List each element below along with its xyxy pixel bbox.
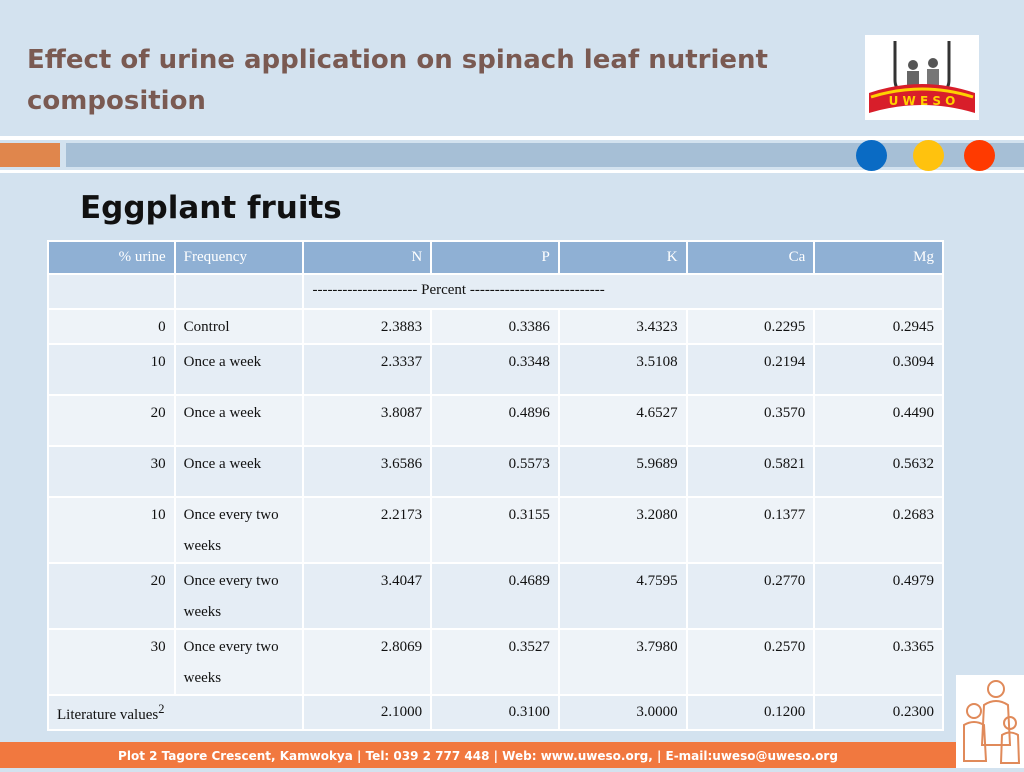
percent-unit-label: --------------------- Percent --------------------------- xyxy=(303,274,943,309)
cell-k: 3.7980 xyxy=(559,629,687,695)
cell-p: 0.3527 xyxy=(431,629,559,695)
table-row xyxy=(48,309,943,344)
cell-urine: 30 xyxy=(48,629,175,695)
cell-urine: 20 xyxy=(48,395,175,446)
unit-empty-cell xyxy=(48,274,175,309)
unit-empty-cell xyxy=(175,274,304,309)
uweso-logo-graphic xyxy=(865,35,979,120)
table-row xyxy=(48,446,943,497)
header-n: N xyxy=(303,241,431,274)
cell-k: 3.5108 xyxy=(559,344,687,395)
cell-p: 0.4689 xyxy=(431,563,559,629)
table-row xyxy=(48,497,943,563)
cell-mg: 0.3365 xyxy=(814,629,943,695)
literature-footnote: 2 xyxy=(158,701,165,716)
cell-frequency: Once a week xyxy=(175,446,304,497)
cell-p: 0.3386 xyxy=(431,309,559,344)
cell-ca: 0.2194 xyxy=(687,344,815,395)
header-k: K xyxy=(559,241,687,274)
section-subtitle: Eggplant fruits xyxy=(80,190,342,226)
table-row xyxy=(48,344,943,395)
unit-row xyxy=(48,274,943,309)
header-p: P xyxy=(431,241,559,274)
cell-mg: 0.2300 xyxy=(814,695,943,730)
table-row xyxy=(48,563,943,629)
logo-text: U W E S O xyxy=(888,94,956,108)
cell-n: 3.8087 xyxy=(303,395,431,446)
literature-label: Literature values xyxy=(57,706,159,723)
family-illustration xyxy=(956,675,1024,768)
cell-ca: 0.2770 xyxy=(687,563,815,629)
cell-mg: 0.5632 xyxy=(814,446,943,497)
slide-title: Effect of urine application on spinach leaf nutrient composition xyxy=(27,45,768,116)
cell-ca: 0.1200 xyxy=(687,695,815,730)
cell-n: 2.1000 xyxy=(303,695,431,730)
yellow-dot xyxy=(913,140,944,171)
cell-frequency: Once every two weeks xyxy=(175,563,304,629)
header-urine: % urine xyxy=(48,241,175,274)
cell-n: 2.8069 xyxy=(303,629,431,695)
cell-frequency: Once every two weeks xyxy=(175,629,304,695)
header-ca: Ca xyxy=(687,241,815,274)
red-dot xyxy=(964,140,995,171)
cell-n: 3.6586 xyxy=(303,446,431,497)
nutrient-table xyxy=(47,240,944,731)
table-row xyxy=(48,395,943,446)
cell-ca: 0.2570 xyxy=(687,629,815,695)
header-mg: Mg xyxy=(814,241,943,274)
cell-urine: 0 xyxy=(48,309,175,344)
cell-ca: 0.3570 xyxy=(687,395,815,446)
orange-band xyxy=(0,143,60,167)
literature-label-cell xyxy=(48,695,303,730)
contact-footer: Plot 2 Tagore Crescent, Kamwokya | Tel: 039 2 777 448 | Web: www.uweso.org, | E-mail:uweso@uweso.org xyxy=(0,742,956,768)
cell-urine: 10 xyxy=(48,344,175,395)
cell-n: 2.3337 xyxy=(303,344,431,395)
cell-frequency: Once a week xyxy=(175,344,304,395)
cell-urine: 10 xyxy=(48,497,175,563)
cell-frequency: Once a week xyxy=(175,395,304,446)
cell-k: 4.6527 xyxy=(559,395,687,446)
cell-p: 0.3348 xyxy=(431,344,559,395)
cell-k: 5.9689 xyxy=(559,446,687,497)
cell-p: 0.4896 xyxy=(431,395,559,446)
cell-k: 3.4323 xyxy=(559,309,687,344)
cell-p: 0.3100 xyxy=(431,695,559,730)
header-row xyxy=(48,241,943,274)
cell-mg: 0.2945 xyxy=(814,309,943,344)
cell-mg: 0.4490 xyxy=(814,395,943,446)
cell-frequency: Control xyxy=(175,309,304,344)
cell-urine: 20 xyxy=(48,563,175,629)
cell-k: 3.2080 xyxy=(559,497,687,563)
cell-ca: 0.5821 xyxy=(687,446,815,497)
cell-mg: 0.2683 xyxy=(814,497,943,563)
cell-urine: 30 xyxy=(48,446,175,497)
header-frequency: Frequency xyxy=(175,241,304,274)
cell-n: 2.3883 xyxy=(303,309,431,344)
cell-n: 3.4047 xyxy=(303,563,431,629)
cell-k: 4.7595 xyxy=(559,563,687,629)
blue-dot xyxy=(856,140,887,171)
uweso-logo xyxy=(865,35,979,120)
cell-ca: 0.2295 xyxy=(687,309,815,344)
cell-p: 0.5573 xyxy=(431,446,559,497)
family-illustration-graphic xyxy=(956,675,1024,768)
cell-n: 2.2173 xyxy=(303,497,431,563)
literature-row xyxy=(48,695,943,730)
cell-frequency: Once every two weeks xyxy=(175,497,304,563)
table-row xyxy=(48,629,943,695)
cell-mg: 0.4979 xyxy=(814,563,943,629)
cell-ca: 0.1377 xyxy=(687,497,815,563)
cell-k: 3.0000 xyxy=(559,695,687,730)
cell-p: 0.3155 xyxy=(431,497,559,563)
cell-mg: 0.3094 xyxy=(814,344,943,395)
